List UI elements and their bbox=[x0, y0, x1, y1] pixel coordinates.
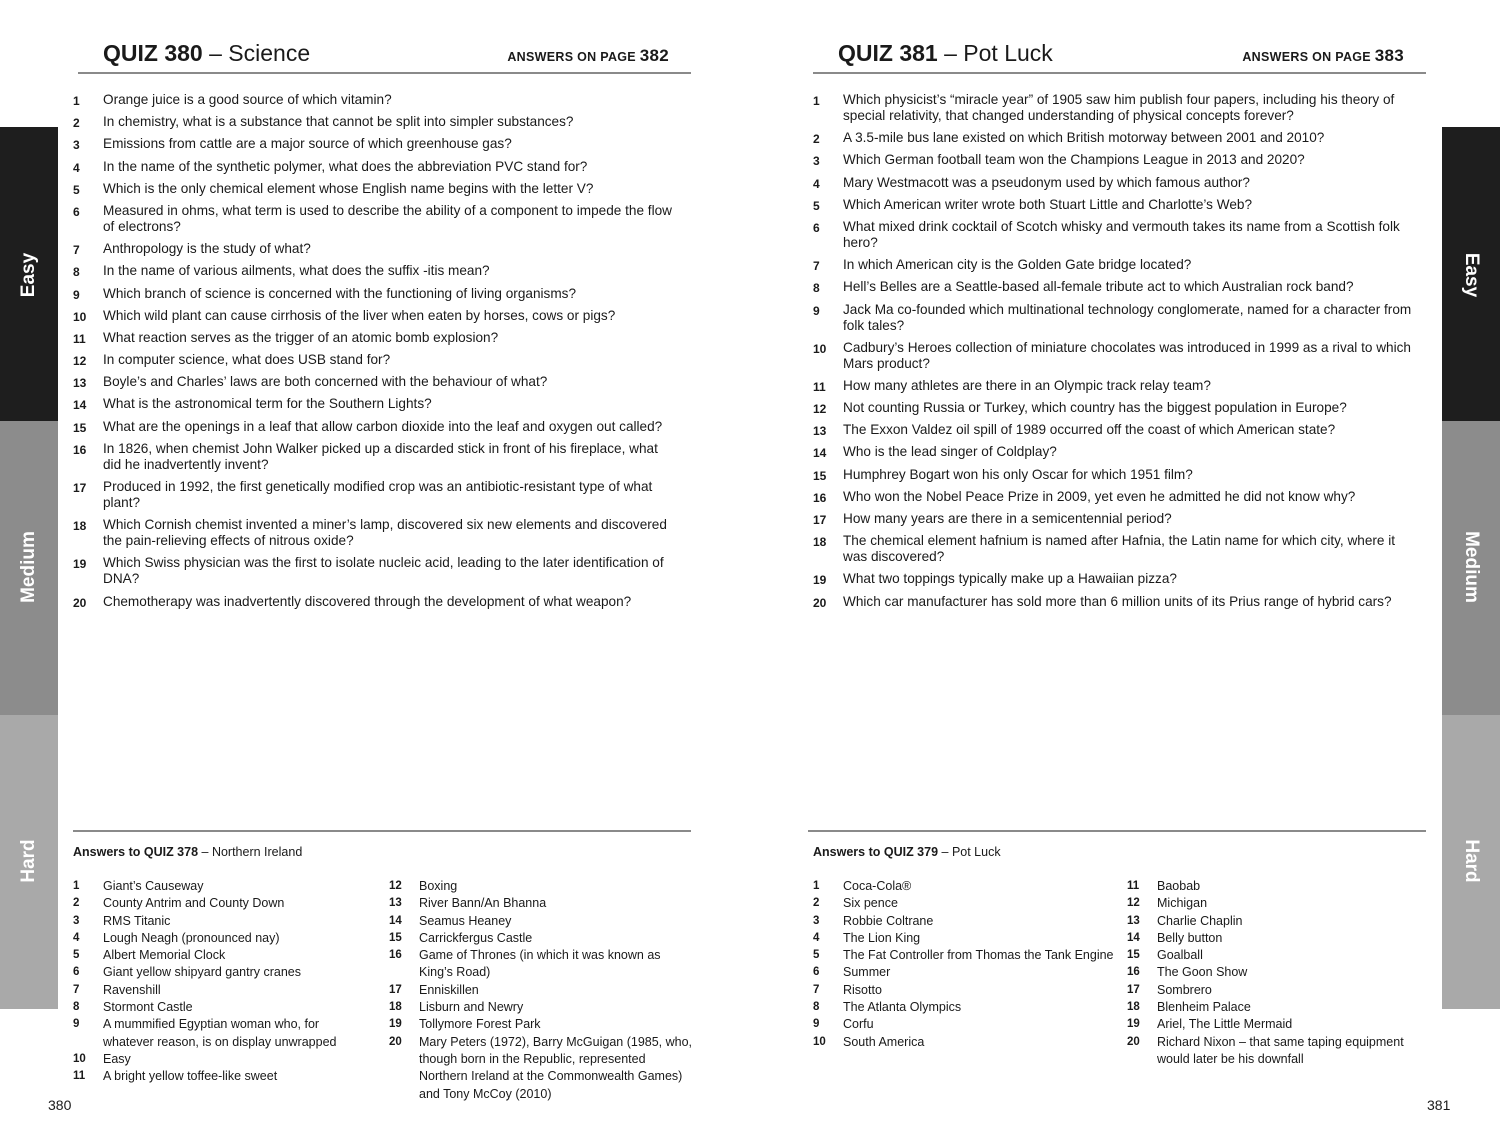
question-number: 4 bbox=[73, 160, 80, 175]
question-number: 7 bbox=[813, 259, 820, 274]
answer-text: The Atlanta Olympics bbox=[843, 1000, 962, 1015]
answer-item bbox=[73, 999, 353, 1016]
answer-number: 4 bbox=[73, 931, 80, 944]
answer-item bbox=[1127, 930, 1427, 947]
answer-text: Summer bbox=[843, 965, 891, 980]
question-number: 3 bbox=[73, 138, 80, 153]
question-number: 15 bbox=[73, 420, 87, 435]
question-text: What is the astronomical term for the Southern Lights? bbox=[103, 396, 432, 412]
question-item bbox=[73, 181, 678, 197]
question-number: 6 bbox=[813, 220, 820, 235]
question-number: 12 bbox=[813, 402, 827, 417]
answer-item bbox=[1127, 999, 1427, 1016]
question-text: In which American city is the Golden Gate bridge located? bbox=[843, 257, 1192, 273]
question-text: What two toppings typically make up a Hawaiian pizza? bbox=[843, 571, 1177, 587]
question-text: Mary Westmacott was a pseudonym used by which famous author? bbox=[843, 174, 1250, 190]
question-item bbox=[813, 257, 1423, 273]
question-text: What reaction serves as the trigger of an atomic bomb explosion? bbox=[103, 329, 499, 345]
question-item bbox=[73, 159, 678, 175]
question-text: A 3.5-mile bus lane existed on which British motorway between 2001 and 2010? bbox=[843, 130, 1325, 146]
tab-hard-label: Hard bbox=[1461, 839, 1482, 883]
tab-medium-label: Medium bbox=[18, 531, 39, 603]
question-item bbox=[73, 517, 678, 549]
answers-page-number: 382 bbox=[639, 46, 669, 65]
question-text: Emissions from cattle are a major source of which greenhouse gas? bbox=[103, 136, 512, 152]
answer-item bbox=[813, 878, 1123, 895]
question-number: 17 bbox=[73, 481, 87, 495]
question-text: Which physicist’s “miracle year” of 1905 saw him publish four papers, including his theory of special relativity, that changed understanding of physical concepts forever? bbox=[843, 92, 1395, 123]
question-text: Boyle’s and Charles’ laws are both concerned with the behaviour of what? bbox=[103, 374, 548, 390]
quiz-number: QUIZ 381 bbox=[838, 40, 938, 66]
question-item bbox=[73, 203, 678, 235]
tab-easy-label: Easy bbox=[1461, 252, 1482, 298]
answers-on-page bbox=[1242, 46, 1404, 66]
answer-text: Lough Neagh (pronounced nay) bbox=[103, 930, 280, 945]
answer-text: Ariel, The Little Mermaid bbox=[1157, 1017, 1293, 1032]
answer-item bbox=[389, 913, 694, 930]
answer-number: 13 bbox=[1127, 914, 1140, 927]
answer-text: Mary Peters (1972), Barry McGuigan (1985, who, though born in the Republic, represented Northern Ireland at the Commonwealth Games) and Tony McCoy (2010) bbox=[419, 1034, 693, 1101]
tab-hard-left bbox=[0, 715, 58, 1009]
answers-on-label: ANSWERS ON PAGE bbox=[507, 50, 636, 64]
answer-text: Seamus Heaney bbox=[419, 913, 512, 928]
question-number: 2 bbox=[73, 116, 80, 131]
question-text: Which branch of science is concerned with the functioning of living organisms? bbox=[103, 285, 577, 301]
question-number: 20 bbox=[73, 595, 87, 610]
question-item bbox=[813, 92, 1423, 124]
answer-text: Blenheim Palace bbox=[1157, 1000, 1251, 1015]
answer-number: 3 bbox=[73, 914, 80, 927]
question-number: 7 bbox=[73, 243, 80, 258]
tab-hard-label: Hard bbox=[18, 839, 39, 883]
question-list-left bbox=[73, 92, 678, 616]
answer-item bbox=[73, 982, 353, 999]
question-text: How many years are there in a semicentennial period? bbox=[843, 511, 1172, 526]
answer-number: 11 bbox=[73, 1070, 86, 1083]
answer-item bbox=[813, 999, 1123, 1016]
question-item bbox=[813, 444, 1423, 460]
answer-item bbox=[389, 982, 694, 999]
answer-text: River Bann/An Bhanna bbox=[419, 896, 547, 911]
answer-number: 17 bbox=[1127, 983, 1140, 996]
answers-title-right bbox=[813, 845, 1001, 859]
answer-text: Baobab bbox=[1157, 879, 1201, 893]
question-number: 5 bbox=[73, 182, 80, 197]
answer-item bbox=[389, 1016, 694, 1033]
answer-text: Belly button bbox=[1157, 930, 1223, 945]
question-number: 8 bbox=[813, 281, 820, 296]
answer-number: 15 bbox=[389, 931, 402, 944]
question-number: 9 bbox=[813, 303, 820, 318]
answer-item bbox=[1127, 982, 1427, 999]
question-number: 17 bbox=[813, 513, 827, 527]
answer-item bbox=[73, 1051, 353, 1068]
answer-number: 8 bbox=[813, 1001, 820, 1014]
answer-item bbox=[1127, 964, 1427, 981]
answer-number: 20 bbox=[389, 1035, 402, 1048]
answers-column-1-right bbox=[813, 878, 1123, 1051]
question-item bbox=[813, 467, 1423, 483]
answer-number: 17 bbox=[389, 983, 402, 996]
answers-title-left bbox=[73, 845, 302, 859]
answer-text: Michigan bbox=[1157, 896, 1208, 911]
answer-text: Risotto bbox=[843, 982, 882, 997]
answer-item bbox=[813, 895, 1123, 912]
question-number: 19 bbox=[73, 557, 87, 572]
question-item bbox=[73, 114, 678, 130]
question-item bbox=[813, 340, 1423, 372]
answer-item bbox=[73, 947, 353, 964]
answer-text: Stormont Castle bbox=[103, 1000, 193, 1015]
answer-text: Lisburn and Newry bbox=[419, 1000, 524, 1015]
question-number: 16 bbox=[813, 490, 827, 505]
answer-item bbox=[1127, 947, 1427, 964]
answer-number: 6 bbox=[73, 966, 80, 979]
answer-text: RMS Titanic bbox=[103, 913, 171, 928]
answer-item bbox=[813, 1034, 1123, 1051]
question-item bbox=[73, 286, 678, 302]
answer-number: 16 bbox=[1127, 966, 1140, 979]
answer-text: The Lion King bbox=[843, 930, 921, 945]
question-item bbox=[813, 422, 1423, 438]
answer-item bbox=[1127, 1034, 1427, 1069]
answer-item bbox=[389, 1034, 694, 1103]
question-item bbox=[73, 419, 678, 435]
answers-column-1-left bbox=[73, 878, 353, 1086]
question-item bbox=[73, 555, 678, 587]
answer-number: 10 bbox=[73, 1052, 86, 1065]
answer-number: 14 bbox=[1127, 931, 1140, 944]
question-number: 18 bbox=[73, 519, 87, 534]
answer-item bbox=[73, 1068, 353, 1085]
question-item bbox=[73, 594, 678, 610]
answer-number: 14 bbox=[389, 914, 402, 927]
answers-title-bold: Answers to QUIZ 379 bbox=[813, 845, 939, 859]
answer-item bbox=[813, 1016, 1123, 1033]
quiz-header-right bbox=[813, 38, 1426, 74]
question-item bbox=[73, 352, 678, 368]
answer-item bbox=[1127, 1016, 1427, 1033]
answer-text: Charlie Chaplin bbox=[1157, 913, 1243, 928]
question-item bbox=[813, 489, 1423, 505]
question-item bbox=[73, 308, 678, 324]
answers-column-2-left bbox=[389, 878, 694, 1103]
question-text: The Exxon Valdez oil spill of 1989 occurred off the coast of which American state? bbox=[843, 422, 1336, 438]
answer-number: 18 bbox=[1127, 1001, 1140, 1014]
question-text: In 1826, when chemist John Walker picked up a discarded stick in front of his fireplace, what did he inadvertently invent? bbox=[103, 440, 658, 472]
answer-item bbox=[1127, 895, 1427, 912]
answer-text: Carrickfergus Castle bbox=[419, 930, 533, 945]
question-text: Which American writer wrote both Stuart Little and Charlotte’s Web? bbox=[843, 196, 1253, 212]
answer-text: Game of Thrones (in which it was known as King’s Road) bbox=[419, 948, 661, 980]
question-text: Produced in 1992, the first genetically modified crop was an antibiotic-resistant type of what plant? bbox=[103, 479, 653, 510]
answer-number: 2 bbox=[813, 897, 820, 910]
answer-text: Ravenshill bbox=[103, 982, 161, 997]
answer-text: A mummified Egyptian woman who, for whatever reason, is on display unwrapped bbox=[103, 1017, 337, 1049]
question-number: 1 bbox=[813, 94, 820, 108]
question-text: Orange juice is a good source of which vitamin? bbox=[103, 92, 392, 107]
answer-number: 11 bbox=[1127, 880, 1140, 892]
difficulty-tabs-right bbox=[1442, 127, 1500, 1009]
answer-item bbox=[813, 964, 1123, 981]
answer-text: Giant yellow shipyard gantry cranes bbox=[103, 965, 302, 980]
tab-medium-left bbox=[0, 421, 58, 715]
answer-number: 19 bbox=[1127, 1018, 1140, 1031]
answer-number: 19 bbox=[389, 1018, 402, 1031]
answer-item bbox=[73, 1016, 353, 1051]
answer-text: Giant’s Causeway bbox=[103, 879, 204, 893]
answer-text: A bright yellow toffee-like sweet bbox=[103, 1069, 278, 1084]
answer-number: 3 bbox=[813, 914, 820, 927]
tab-easy-label: Easy bbox=[18, 252, 39, 298]
quiz-header-left bbox=[78, 38, 691, 74]
question-item bbox=[813, 130, 1423, 146]
answer-number: 5 bbox=[73, 949, 80, 962]
question-item bbox=[813, 400, 1423, 416]
question-text: Hell’s Belles are a Seattle-based all-female tribute act to which Australian rock band? bbox=[843, 279, 1354, 295]
question-number: 13 bbox=[73, 376, 87, 391]
question-item bbox=[813, 279, 1423, 295]
answer-number: 4 bbox=[813, 931, 820, 944]
quiz-topic: Pot Luck bbox=[963, 40, 1053, 66]
answer-number: 18 bbox=[389, 1001, 402, 1014]
question-text: Not counting Russia or Turkey, which country has the biggest population in Europe? bbox=[843, 400, 1347, 416]
answer-text: Sombrero bbox=[1157, 982, 1212, 997]
question-item bbox=[813, 594, 1423, 610]
question-text: Who won the Nobel Peace Prize in 2009, yet even he admitted he did not know why? bbox=[843, 488, 1356, 504]
question-item bbox=[73, 241, 678, 257]
question-text: In the name of various ailments, what does the suffix -itis mean? bbox=[103, 263, 490, 279]
answer-item bbox=[73, 895, 353, 912]
question-number: 10 bbox=[813, 341, 827, 356]
question-text: In chemistry, what is a substance that cannot be split into simpler substances? bbox=[103, 114, 574, 130]
answer-number: 5 bbox=[813, 949, 820, 962]
question-number: 11 bbox=[813, 379, 826, 394]
answer-item bbox=[73, 913, 353, 930]
answer-text: Goalball bbox=[1157, 948, 1203, 963]
question-text: Cadbury’s Heroes collection of miniature chocolates was introduced in 1999 as a rival to which Mars product? bbox=[843, 339, 1411, 371]
answer-number: 20 bbox=[1127, 1035, 1140, 1048]
question-list-right bbox=[813, 92, 1423, 616]
question-text: Which Swiss physician was the first to isolate nucleic acid, leading to the later identification of DNA? bbox=[103, 555, 664, 587]
answer-text: Robbie Coltrane bbox=[843, 913, 934, 928]
answers-on-page bbox=[507, 46, 669, 66]
question-text: Which is the only chemical element whose English name begins with the letter V? bbox=[103, 180, 594, 196]
question-text: Humphrey Bogart won his only Oscar for which 1951 film? bbox=[843, 466, 1193, 482]
question-number: 9 bbox=[73, 287, 80, 302]
answer-item bbox=[73, 878, 353, 895]
answer-number: 7 bbox=[73, 983, 80, 996]
answer-number: 15 bbox=[1127, 949, 1140, 962]
answer-item bbox=[1127, 878, 1427, 895]
question-number: 15 bbox=[813, 468, 827, 483]
question-item bbox=[73, 479, 678, 511]
quiz-title: QUIZ 380 – Science bbox=[103, 40, 311, 66]
question-number: 5 bbox=[813, 198, 820, 213]
question-item bbox=[813, 302, 1423, 334]
answers-divider-right bbox=[808, 830, 1426, 832]
question-text: What mixed drink cocktail of Scotch whisky and vermouth takes its name from a Scottish folk hero? bbox=[843, 218, 1400, 250]
quiz-topic: Science bbox=[228, 40, 311, 66]
question-item bbox=[813, 571, 1423, 587]
question-text: Anthropology is the study of what? bbox=[103, 241, 311, 257]
answer-text: Easy bbox=[103, 1051, 131, 1066]
question-item bbox=[73, 441, 678, 473]
answer-text: Richard Nixon – that same taping equipment would later be his downfall bbox=[1157, 1034, 1404, 1066]
tab-hard-right bbox=[1442, 715, 1500, 1009]
answer-text: Corfu bbox=[843, 1017, 874, 1032]
page-number-left: 380 bbox=[48, 1097, 72, 1113]
answer-text: The Goon Show bbox=[1157, 965, 1248, 980]
question-item bbox=[73, 396, 678, 412]
question-number: 2 bbox=[813, 132, 820, 147]
question-item bbox=[813, 511, 1423, 527]
answer-item bbox=[389, 999, 694, 1016]
question-item bbox=[813, 378, 1423, 394]
question-item bbox=[73, 374, 678, 390]
answers-column-2-right bbox=[1127, 878, 1427, 1068]
question-item bbox=[813, 197, 1423, 213]
question-text: The chemical element hafnium is named after Hafnia, the Latin name for which city, where it was discovered? bbox=[843, 533, 1396, 565]
question-item bbox=[813, 219, 1423, 251]
question-number: 20 bbox=[813, 595, 827, 610]
question-number: 16 bbox=[73, 442, 87, 457]
question-number: 1 bbox=[73, 94, 80, 108]
answer-number: 1 bbox=[813, 880, 820, 892]
question-text: In the name of the synthetic polymer, what does the abbreviation PVC stand for? bbox=[103, 158, 588, 174]
answer-item bbox=[73, 930, 353, 947]
answer-item bbox=[73, 964, 353, 981]
answer-item bbox=[813, 947, 1123, 964]
question-text: Which wild plant can cause cirrhosis of the liver when eaten by horses, cows or pigs? bbox=[103, 307, 616, 323]
answer-number: 9 bbox=[813, 1018, 820, 1031]
answer-item bbox=[813, 913, 1123, 930]
answer-number: 13 bbox=[389, 897, 402, 910]
question-item bbox=[73, 263, 678, 279]
answer-text: Boxing bbox=[419, 879, 458, 893]
question-item bbox=[813, 175, 1423, 191]
tab-medium-right bbox=[1442, 421, 1500, 715]
answer-number: 2 bbox=[73, 897, 80, 910]
question-text: How many athletes are there in an Olympic track relay team? bbox=[843, 377, 1211, 393]
answer-text: South America bbox=[843, 1034, 925, 1049]
question-text: Which car manufacturer has sold more than 6 million units of its Prius range of hybrid cars? bbox=[843, 593, 1392, 609]
answer-item bbox=[389, 895, 694, 912]
answer-item bbox=[1127, 913, 1427, 930]
question-number: 3 bbox=[813, 154, 820, 169]
question-item bbox=[813, 152, 1423, 168]
question-text: What are the openings in a leaf that allow carbon dioxide into the leaf and oxygen out called? bbox=[103, 418, 663, 434]
question-item bbox=[813, 533, 1423, 565]
question-number: 11 bbox=[73, 331, 86, 346]
answer-number: 7 bbox=[813, 983, 820, 996]
question-number: 12 bbox=[73, 354, 87, 369]
answer-item bbox=[813, 930, 1123, 947]
question-number: 14 bbox=[73, 398, 87, 413]
answer-number: 1 bbox=[73, 880, 80, 892]
question-text: Measured in ohms, what term is used to describe the ability of a component to impede the flow of electrons? bbox=[103, 202, 672, 234]
answer-number: 8 bbox=[73, 1001, 80, 1014]
answer-number: 6 bbox=[813, 966, 820, 979]
question-number: 4 bbox=[813, 176, 820, 191]
question-number: 18 bbox=[813, 535, 827, 550]
answers-title-bold: Answers to QUIZ 378 bbox=[73, 845, 199, 859]
quiz-number: QUIZ 380 bbox=[103, 40, 203, 66]
quiz-title: QUIZ 381 – Pot Luck bbox=[838, 40, 1053, 66]
answer-item bbox=[813, 982, 1123, 999]
question-item bbox=[73, 136, 678, 152]
question-item bbox=[73, 92, 678, 108]
answer-item bbox=[389, 878, 694, 895]
answer-text: Coca-Cola® bbox=[843, 879, 912, 893]
answer-text: Six pence bbox=[843, 896, 898, 911]
question-number: 8 bbox=[73, 265, 80, 280]
question-number: 14 bbox=[813, 446, 827, 461]
answers-page-number: 383 bbox=[1374, 46, 1404, 65]
answer-text: The Fat Controller from Thomas the Tank Engine bbox=[843, 948, 1114, 963]
answer-number: 12 bbox=[1127, 897, 1140, 910]
question-text: Jack Ma co-founded which multinational technology conglomerate, named for a character from folk tales? bbox=[843, 301, 1412, 333]
answer-text: Enniskillen bbox=[419, 982, 479, 997]
tab-medium-label: Medium bbox=[1461, 531, 1482, 603]
answer-text: Tollymore Forest Park bbox=[419, 1017, 541, 1032]
tab-easy-right bbox=[1442, 127, 1500, 421]
answers-divider-left bbox=[73, 830, 691, 832]
answers-title-topic: – Pot Luck bbox=[938, 845, 1001, 859]
answer-number: 16 bbox=[389, 949, 402, 962]
answer-number: 9 bbox=[73, 1018, 80, 1031]
question-number: 6 bbox=[73, 204, 80, 219]
question-text: Which German football team won the Champions League in 2013 and 2020? bbox=[843, 152, 1305, 168]
right-page bbox=[750, 0, 1500, 1147]
answer-item bbox=[389, 930, 694, 947]
question-text: In computer science, what does USB stand for? bbox=[103, 352, 391, 368]
page-number-right: 381 bbox=[1427, 1097, 1451, 1113]
question-number: 10 bbox=[73, 309, 87, 324]
tab-easy-left bbox=[0, 127, 58, 421]
answers-title-topic: – Northern Ireland bbox=[198, 845, 303, 859]
answer-text: Albert Memorial Clock bbox=[103, 948, 226, 963]
question-text: Which Cornish chemist invented a miner’s lamp, discovered six new elements and discovered the pain-relieving effects of nitrous oxide? bbox=[103, 517, 667, 549]
question-text: Who is the lead singer of Coldplay? bbox=[843, 444, 1057, 460]
question-number: 13 bbox=[813, 424, 827, 439]
answer-number: 12 bbox=[389, 880, 402, 892]
question-item bbox=[73, 330, 678, 346]
question-number: 19 bbox=[813, 573, 827, 588]
question-text: Chemotherapy was inadvertently discovered through the development of what weapon? bbox=[103, 593, 632, 609]
answers-on-label: ANSWERS ON PAGE bbox=[1242, 50, 1371, 64]
answer-item bbox=[389, 947, 694, 982]
difficulty-tabs-left bbox=[0, 127, 58, 1009]
answer-number: 10 bbox=[813, 1035, 826, 1048]
answer-text: County Antrim and County Down bbox=[103, 896, 285, 911]
